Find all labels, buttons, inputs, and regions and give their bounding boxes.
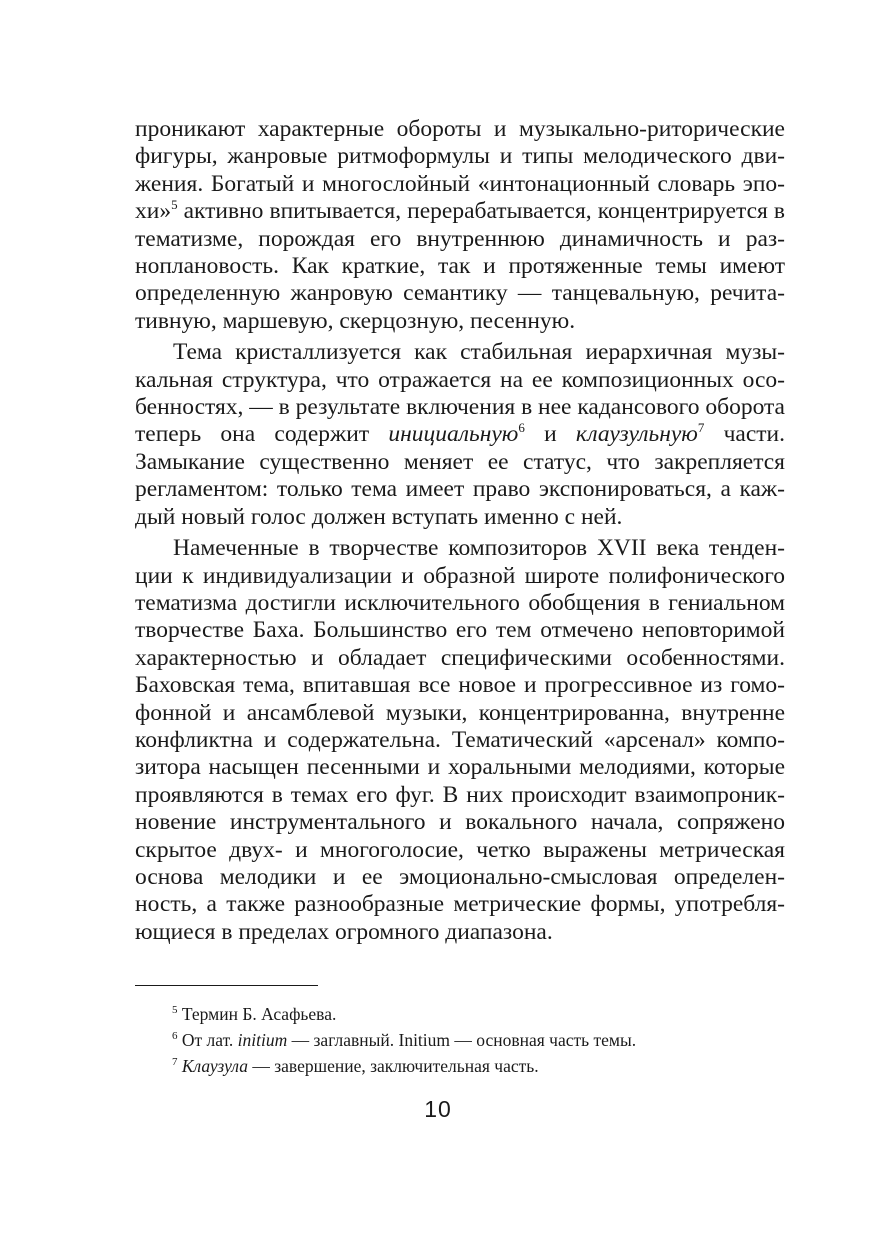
- footnote-ref: 7: [697, 420, 705, 436]
- italic-term: клаузульную: [575, 421, 698, 448]
- text-run: активно впитывается, перерабатывается, концентрируется в тематизме, порождая его внутреннюю динамичность и разноплановость. Как краткие, так и протяженные темы имеют определенную жанровую семантику — танцевальную, речитативную, маршевую, скерцозную, песенную.: [135, 198, 785, 334]
- text-run: — заглавный. Initium — основная часть темы.: [287, 1030, 637, 1050]
- text-run: Тема кристаллизуется как стабильная иерархичная музыкальная структура, что отражается на ее композиционных особенностях, — в результате включения в нее кадансового оборота теперь она содержит: [135, 339, 785, 448]
- text-run: Намеченные в творчестве композиторов XVII века тенденции к индивидуализации и образной широте полифонического тематизма достигли исключительного обобщения в гениальном творчестве Баха. Большинство его тем отмечено неповторимой характерностью и обладает специфическими особенностями. Баховская тема, впитавшая все новое и прогрессивное из гомофонной и ансамблевой музыки, концентрированна, внутренне конфликтна и содержательна. Тематический «арсенал» композитора насыщен песенными и хоральными мелодиями, которые проявляются в темах его фуг. В них происходит взаимопроникновение инструментального и вокального начала, сопряжено скрытое двух- и многоголосие, четко выражены метрическая основа мелодики и ее эмоционально-смысловая определенность, а также разнообразные метрические формы, употребляющиеся в пределах огромного диапазона.: [135, 535, 785, 945]
- text-run: Термин Б. Асафьева.: [177, 1004, 337, 1024]
- paragraph-1: [135, 116, 785, 335]
- footnote-7: [172, 1053, 782, 1079]
- footnote-number: 5: [172, 1004, 178, 1016]
- italic-term: initium: [237, 1030, 288, 1050]
- page-number: 10: [424, 1096, 452, 1122]
- text-run: От лат.: [177, 1030, 238, 1050]
- text-run: — завершение, заключительная часть.: [248, 1056, 539, 1076]
- italic-term: инициальную: [388, 421, 519, 448]
- footnote-6: [172, 1027, 782, 1053]
- text-run: проникают характерные обороты и музыкально-риторические фигуры, жанровые ритмоформулы и типы мелодического движения. Богатый и многослойный «интонационный словарь эпохи»: [135, 116, 785, 225]
- footnote-5: [172, 1001, 782, 1027]
- main-text: [135, 116, 785, 946]
- paragraph-2: [135, 339, 785, 531]
- footnotes: [172, 1001, 782, 1079]
- text-run: и: [524, 421, 576, 448]
- footnote-ref: 6: [518, 420, 525, 436]
- text-run: части. Замыкание существенно меняет ее статус, что закрепляется регламентом: только тема имеет право экспонироваться, а каждый новый голос должен вступать именно с ней.: [135, 421, 786, 530]
- footnote-number: 7: [172, 1056, 178, 1068]
- footnote-divider: [135, 985, 318, 986]
- italic-term: Клаузула: [181, 1056, 248, 1076]
- footnote-number: 6: [172, 1030, 178, 1042]
- paragraph-3: [135, 535, 785, 946]
- footnote-ref: 5: [171, 197, 178, 213]
